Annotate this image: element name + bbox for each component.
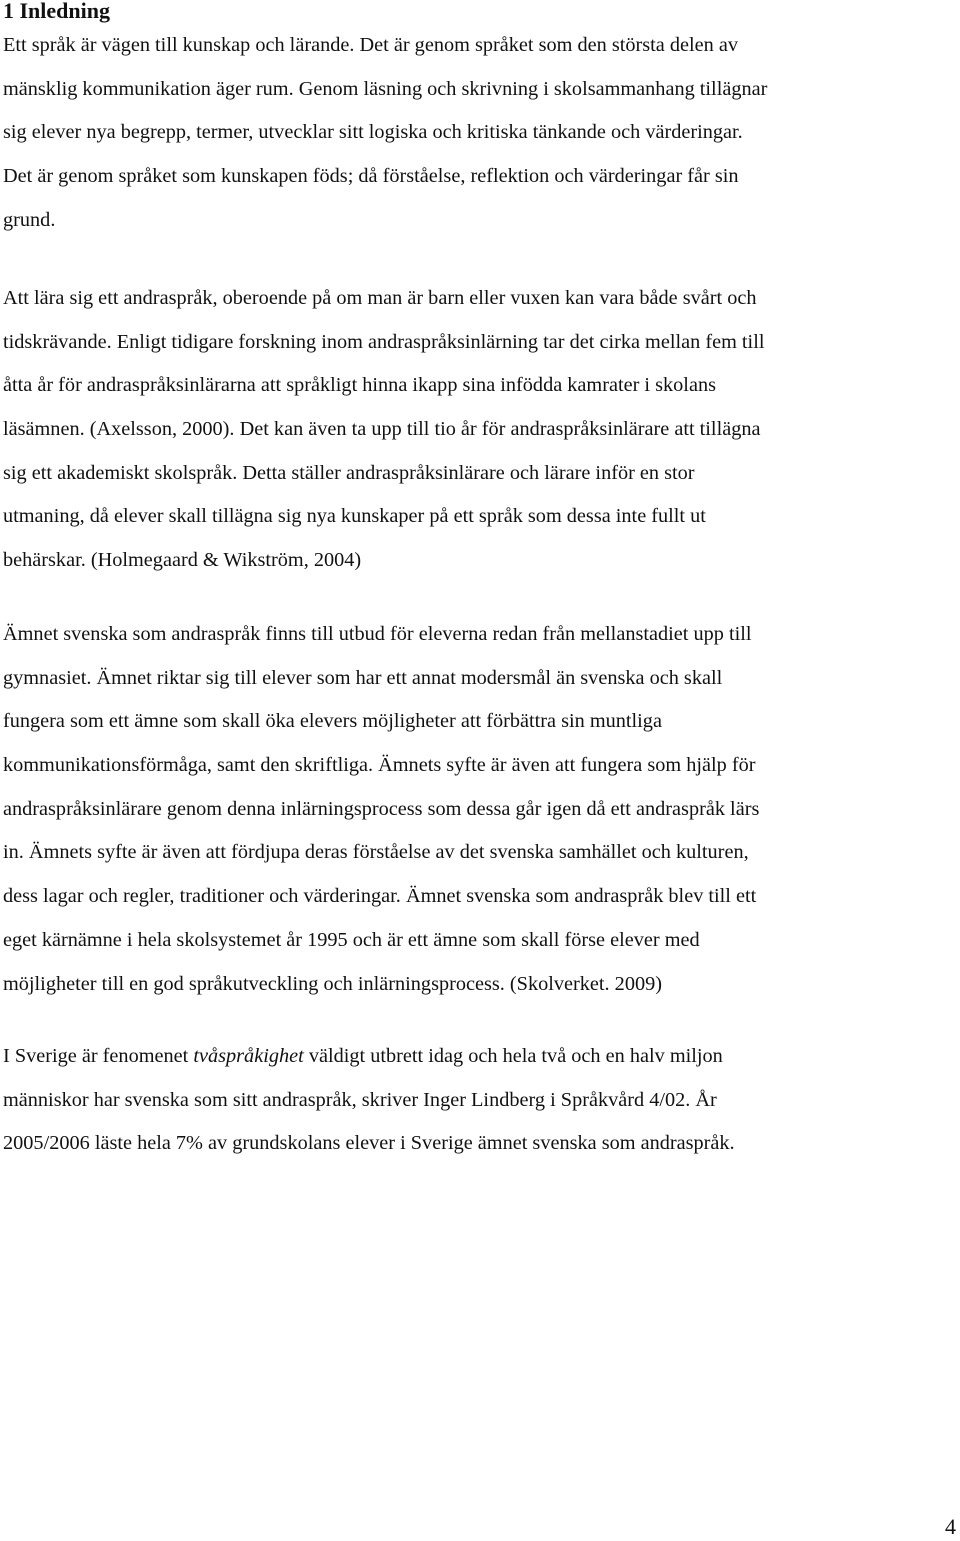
paragraph-3: [3, 613, 958, 1006]
paragraph-2: [3, 277, 958, 583]
paragraph-line: [3, 1035, 958, 1079]
page-number: 4: [945, 1514, 956, 1539]
paragraph-4: [3, 1035, 958, 1166]
paragraph-line: läsämnen. (Axelsson, 2000). Det kan även ta upp till tio år för andraspråksinlärare att tillägna: [3, 418, 761, 441]
paragraph-line: Det är genom språket som kunskapen föds; då förståelse, reflektion och värderingar får sin: [3, 165, 739, 188]
paragraph-line: eget kärnämne i hela skolsystemet år 1995 och är ett ämne som skall förse elever med: [3, 928, 700, 951]
paragraph-line: gymnasiet. Ämnet riktar sig till elever som har ett annat modersmål än svenska och skall: [3, 666, 723, 689]
paragraph-line: kommunikationsförmåga, samt den skriftliga. Ämnets syfte är även att fungera som hjälp för: [3, 754, 756, 777]
paragraph-line: behärskar. (Holmegaard & Wikström, 2004): [3, 549, 362, 572]
paragraph-1: [3, 24, 958, 242]
paragraph-line: in. Ämnets syfte är även att fördjupa deras förståelse av det svenska samhället och kulturen,: [3, 841, 749, 864]
paragraph-line: andraspråksinlärare genom denna inlärningsprocess som dessa går igen då ett andraspråk lärs: [3, 797, 760, 820]
emphasized-term: tvåspråkighet: [193, 1045, 304, 1067]
paragraph-line: 2005/2006 läste hela 7% av grundskolans elever i Sverige ämnet svenska som andraspråk.: [3, 1132, 735, 1155]
line-text: I Sverige är fenomenet: [3, 1045, 194, 1067]
paragraph-line: sig ett akademiskt skolspråk. Detta ställer andraspråksinlärare och lärare inför en stor: [3, 461, 695, 484]
paragraph-line: fungera som ett ämne som skall öka elevers möjligheter att förbättra sin muntliga: [3, 710, 662, 733]
paragraph-line: Att lära sig ett andraspråk, oberoende på om man är barn eller vuxen kan vara både svårt och: [3, 287, 757, 309]
paragraph-line: möjligheter till en god språkutveckling och inlärningsprocess. (Skolverket. 2009): [3, 972, 663, 995]
paragraph-line: utmaning, då elever skall tillägna sig nya kunskaper på ett språk som dessa inte fullt ut: [3, 505, 706, 528]
paragraph-line: sig elever nya begrepp, termer, utvecklar sitt logiska och kritiska tänkande och värderingar.: [3, 121, 743, 144]
paragraph-line: mänsklig kommunikation äger rum. Genom läsning och skrivning i skolsammanhang tillägnar: [3, 77, 768, 100]
paragraph-line: dess lagar och regler, traditioner och värderingar. Ämnet svenska som andraspråk blev till ett: [3, 885, 757, 908]
line-text: väldigt utbrett idag och hela två och en halv miljon: [303, 1045, 723, 1067]
paragraph-line: åtta år för andraspråksinlärarna att språkligt hinna ikapp sina infödda kamrater i skolans: [3, 374, 716, 397]
paragraph-line: Ett språk är vägen till kunskap och lärande. Det är genom språket som den största delen av: [3, 34, 738, 56]
paragraph-line: grund.: [3, 208, 56, 231]
paragraph-line: människor har svenska som sitt andraspråk, skriver Inger Lindberg i Språkvård 4/02. År: [3, 1088, 717, 1111]
section-heading: 1 Inledning: [3, 0, 110, 23]
paragraph-line: Ämnet svenska som andraspråk finns till utbud för eleverna redan från mellanstadiet upp till: [3, 623, 752, 645]
paragraph-line: tidskrävande. Enligt tidigare forskning inom andraspråksinlärning tar det cirka mellan fem till: [3, 330, 765, 353]
